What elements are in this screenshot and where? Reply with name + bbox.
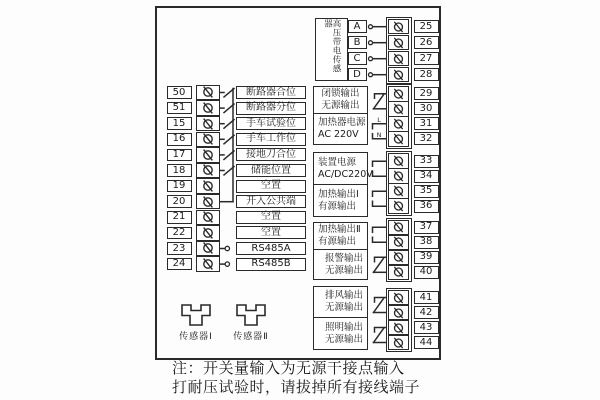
lead-label-n: N bbox=[376, 130, 382, 139]
terminal-number: 18 bbox=[167, 164, 192, 177]
screw-icon bbox=[389, 87, 408, 101]
screw-terminal bbox=[196, 132, 220, 148]
output-block-label bbox=[313, 184, 368, 217]
output-block-subtitle: AC/DC220V bbox=[318, 168, 373, 180]
screw-icon bbox=[198, 132, 218, 146]
screw-icon bbox=[389, 52, 408, 66]
screw-icon bbox=[198, 117, 218, 131]
screw-icon bbox=[389, 220, 408, 234]
screw-terminal bbox=[388, 35, 409, 51]
output-block-title: 加热器电源 bbox=[318, 116, 366, 128]
screw-terminal bbox=[196, 85, 220, 101]
terminal-number: 40 bbox=[414, 266, 439, 279]
screw-icon bbox=[198, 179, 218, 193]
terminal-number: 31 bbox=[414, 117, 439, 130]
input-label: 断路器合位 bbox=[236, 86, 306, 99]
phase-letter: D bbox=[348, 68, 367, 81]
input-label: 空置 bbox=[236, 211, 306, 224]
note-line-2: 打耐压试验时，请拔掉所有接线端子 bbox=[172, 378, 421, 396]
screw-icon bbox=[198, 226, 218, 240]
input-label: 手车试验位 bbox=[236, 117, 306, 130]
terminal-number: 34 bbox=[414, 170, 439, 183]
screw-icon bbox=[198, 163, 218, 177]
screw-icon bbox=[198, 195, 218, 209]
screw-icon bbox=[389, 265, 408, 279]
terminal-number: 37 bbox=[414, 221, 439, 234]
screw-icon bbox=[389, 117, 408, 131]
screw-terminal bbox=[196, 116, 220, 132]
terminal-number: 28 bbox=[414, 68, 439, 81]
screw-icon bbox=[389, 169, 408, 183]
note-text bbox=[172, 359, 420, 397]
output-block-title: 照明输出 bbox=[324, 321, 363, 333]
terminal-number: 20 bbox=[167, 195, 192, 208]
output-block-subtitle: 无源输出 bbox=[324, 302, 363, 313]
screw-terminal bbox=[196, 163, 220, 179]
screw-terminal bbox=[388, 305, 409, 321]
terminal-number: 21 bbox=[167, 211, 192, 224]
screw-terminal bbox=[196, 210, 220, 226]
screw-terminal bbox=[388, 153, 409, 169]
screw-icon bbox=[389, 336, 408, 350]
screw-icon bbox=[198, 257, 218, 271]
screw-terminal bbox=[388, 86, 409, 102]
output-block-label bbox=[313, 222, 368, 251]
screw-terminal bbox=[388, 183, 409, 199]
screw-icon bbox=[389, 250, 408, 264]
output-block-title: 装置电源 bbox=[318, 156, 357, 168]
output-block-subtitle: 无源输出 bbox=[324, 264, 363, 276]
phase-letter: B bbox=[348, 36, 367, 49]
terminal-number: 35 bbox=[414, 185, 439, 198]
output-block-subtitle: 无源输出 bbox=[321, 100, 360, 111]
terminal-number: 22 bbox=[167, 227, 192, 240]
screw-icon bbox=[198, 210, 218, 224]
screw-terminal bbox=[388, 235, 409, 251]
screw-terminal bbox=[388, 19, 409, 35]
screw-terminal bbox=[388, 198, 409, 214]
input-label: 空置 bbox=[236, 180, 306, 193]
screw-icon bbox=[389, 102, 408, 116]
hv-sensor-title: 高压带电传感器 bbox=[322, 19, 341, 73]
screw-icon bbox=[198, 148, 218, 162]
screw-terminal bbox=[388, 220, 409, 236]
output-block-title: 报警输出 bbox=[324, 252, 363, 264]
screw-icon bbox=[389, 132, 408, 146]
screw-icon bbox=[389, 20, 408, 34]
terminal-number: 39 bbox=[414, 251, 439, 264]
screw-terminal bbox=[388, 67, 409, 83]
input-label: RS485A bbox=[236, 242, 306, 255]
screw-terminal bbox=[196, 147, 220, 163]
input-label: RS485B bbox=[236, 258, 306, 271]
output-block-label bbox=[313, 317, 368, 350]
screw-terminal bbox=[196, 225, 220, 241]
terminal-number: 44 bbox=[414, 336, 439, 349]
output-block-subtitle: AC 220V bbox=[318, 128, 359, 140]
output-block-subtitle: 有源输出 bbox=[318, 236, 357, 247]
output-block-title: 加热输出Ⅰ bbox=[318, 188, 359, 200]
screw-icon bbox=[389, 199, 408, 213]
screw-icon bbox=[389, 68, 408, 82]
screw-icon bbox=[198, 241, 218, 255]
terminal-number: 33 bbox=[414, 155, 439, 168]
terminal-number: 16 bbox=[167, 133, 192, 146]
screw-icon bbox=[389, 184, 408, 198]
input-label: 储能位置 bbox=[236, 164, 306, 177]
terminal-number: 29 bbox=[414, 87, 439, 100]
screw-terminal bbox=[388, 116, 409, 132]
hv-sensor-title-box bbox=[315, 18, 348, 81]
screw-terminal bbox=[196, 194, 220, 210]
lead-label-l: L bbox=[377, 115, 381, 124]
phase-letter: C bbox=[348, 52, 367, 65]
terminal-number: 50 bbox=[167, 86, 192, 99]
output-block-label bbox=[313, 152, 373, 186]
screw-terminal bbox=[388, 131, 409, 147]
input-label: 断路器分位 bbox=[236, 102, 306, 115]
screw-terminal bbox=[388, 101, 409, 117]
screw-icon bbox=[389, 36, 408, 50]
input-label: 接地刀合位 bbox=[236, 148, 306, 161]
terminal-number: 23 bbox=[167, 242, 192, 255]
output-block-subtitle: 有源输出 bbox=[318, 200, 357, 212]
terminal-number: 27 bbox=[414, 52, 439, 65]
output-block-subtitle: 无源输出 bbox=[324, 333, 363, 345]
terminal-number: 25 bbox=[414, 20, 439, 33]
terminal-number: 32 bbox=[414, 132, 439, 145]
output-block-label bbox=[313, 286, 368, 319]
terminal-number: 43 bbox=[414, 321, 439, 334]
screw-icon bbox=[198, 85, 218, 99]
terminal-number: 38 bbox=[414, 236, 439, 249]
terminal-number: 41 bbox=[414, 291, 439, 304]
output-block-title: 闭锁输出 bbox=[321, 88, 360, 99]
terminal-number: 19 bbox=[167, 180, 192, 193]
screw-terminal bbox=[196, 178, 220, 194]
terminal-number: 51 bbox=[167, 102, 192, 115]
screw-terminal bbox=[388, 320, 409, 336]
screw-icon bbox=[389, 291, 408, 305]
screw-terminal bbox=[196, 100, 220, 116]
terminal-number: 30 bbox=[414, 102, 439, 115]
screw-terminal bbox=[388, 335, 409, 351]
input-label: 空置 bbox=[236, 226, 306, 239]
output-block-label bbox=[313, 249, 368, 280]
screw-terminal bbox=[196, 256, 220, 272]
sensor-label: 传感器Ⅰ bbox=[179, 332, 213, 342]
terminal-number: 24 bbox=[167, 258, 192, 271]
terminal-number: 15 bbox=[167, 117, 192, 130]
terminal-number: 17 bbox=[167, 149, 192, 162]
screw-terminal bbox=[388, 51, 409, 67]
input-label: 开入公共端 bbox=[236, 195, 306, 208]
terminal-number: 36 bbox=[414, 200, 439, 213]
screw-icon bbox=[198, 101, 218, 115]
output-block-label bbox=[313, 86, 368, 114]
screw-terminal bbox=[388, 168, 409, 184]
screw-icon bbox=[389, 321, 408, 335]
screw-terminal bbox=[388, 290, 409, 306]
input-label: 手车工作位 bbox=[236, 133, 306, 146]
screw-icon bbox=[389, 154, 408, 168]
output-block-label bbox=[313, 113, 368, 146]
terminal-number: 42 bbox=[414, 306, 439, 319]
phase-letter: A bbox=[348, 20, 367, 33]
output-block-title: 加热输出Ⅱ bbox=[318, 224, 361, 235]
sensor-label: 传感器Ⅱ bbox=[233, 332, 269, 342]
screw-icon bbox=[389, 306, 408, 320]
screw-terminal bbox=[388, 250, 409, 266]
screw-terminal bbox=[388, 265, 409, 281]
note-line-1: 注：开关量输入为无源干接点输入 bbox=[172, 359, 405, 377]
terminal-number: 26 bbox=[414, 36, 439, 49]
screw-terminal bbox=[196, 241, 220, 257]
screw-icon bbox=[389, 235, 408, 249]
output-block-title: 排风输出 bbox=[324, 290, 363, 301]
